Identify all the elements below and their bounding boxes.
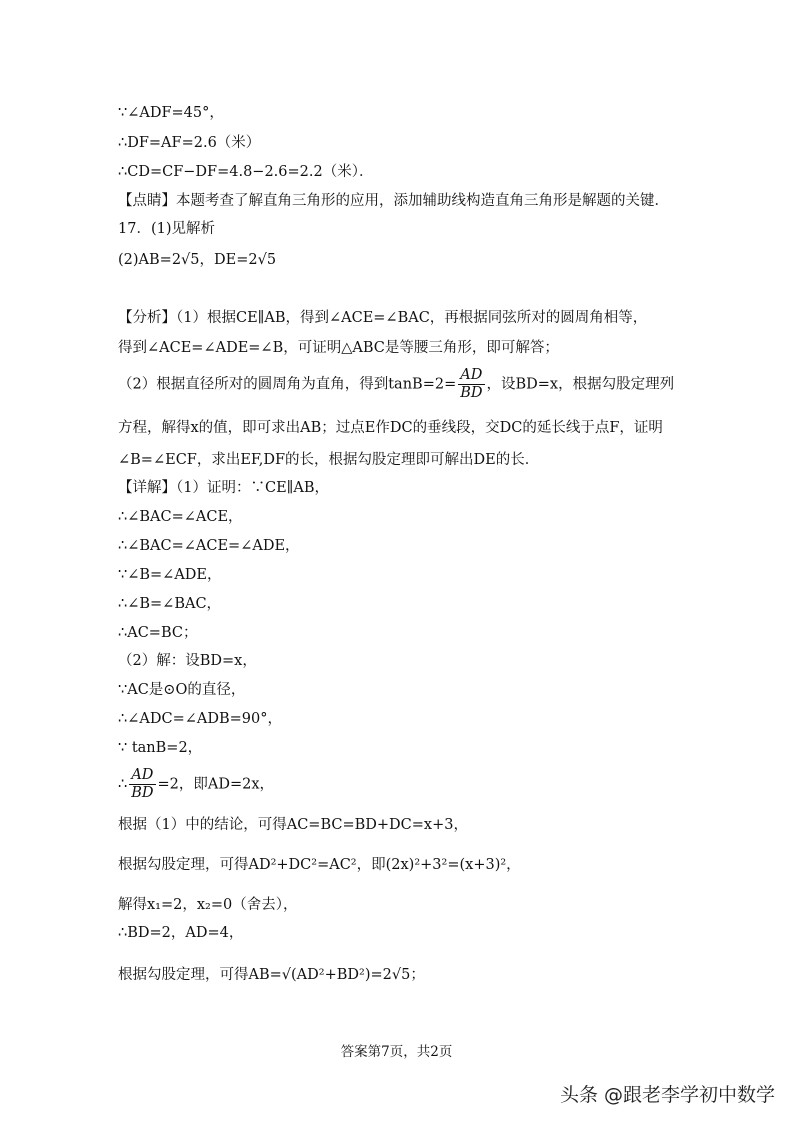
text-line: ∴AC=BC； <box>118 625 198 641</box>
text-line: 根据勾股定理，可得AD²+DC²=AC²，即(2x)²+3²=(x+3)²， <box>118 857 521 873</box>
text-line: 【点睛】本题考查了解直角三角形的应用，添加辅助线构造直角三角形是解题的关键． <box>118 193 669 209</box>
page-footer: 答案第7页，共2页 <box>340 1044 453 1060</box>
text-line: ∴∠BAC=∠ACE， <box>118 509 243 525</box>
text-line: ∴DF=AF=2.6（米） <box>118 135 261 151</box>
text-line: 根据（1）中的结论，可得AC=BC=BD+DC=x+3， <box>118 817 468 833</box>
text-line: （2）解：设BD=x， <box>118 653 257 669</box>
text-line: ∵∠B=∠ADE， <box>118 567 222 583</box>
text: =2，即AD=2x， <box>157 776 275 793</box>
text: ，设BD=x，根据勾股定理列 <box>486 376 675 393</box>
denominator: BD <box>131 785 154 801</box>
text-line: ∵ tanB=2， <box>118 740 203 756</box>
text-line: ∵∠ADF=45°， <box>118 105 224 121</box>
text-line: 解得x₁=2，x₂=0（舍去）， <box>118 897 298 913</box>
text-line: ∴∠B=∠BAC， <box>118 596 222 612</box>
text-line: ∴∠ADC=∠ADB=90°， <box>118 711 282 727</box>
watermark: 头条 @跟老李学初中数学 <box>559 1084 775 1106</box>
text: （2）根据直径所对的圆周角为直角，得到tanB=2= <box>118 376 457 393</box>
text-line: (2)AB=2√5，DE=2√5 <box>118 252 277 268</box>
numerator: AD <box>458 367 484 385</box>
text-line: 方程，解得x的值，即可求出AB；过点E作DC的垂线段，交DC的延长线于点F，证明 <box>118 420 663 436</box>
text-line: ∴∠BAC=∠ACE=∠ADE， <box>118 538 300 554</box>
text-line: ∠B=∠ECF，求出EF,DF的长，根据勾股定理即可解出DE的长． <box>118 452 540 468</box>
text-line: 【详解】（1）证明：∵CE∥AB， <box>118 480 329 496</box>
text-line: ∴BD=2，AD=4， <box>118 925 244 941</box>
text-line: ∵AC是⊙O的直径， <box>118 682 246 698</box>
fraction <box>458 367 484 402</box>
denominator: BD <box>460 385 483 401</box>
numerator: AD <box>129 767 155 785</box>
text-line: 17．(1)见解析 <box>118 221 215 237</box>
text: ∴ <box>118 776 128 793</box>
text-line: 得到∠ACE=∠ADE=∠B，可证明△ABC是等腰三角形，即可解答； <box>118 340 559 356</box>
text-line: ∴CD=CF−DF=4.8−2.6=2.2（米）． <box>118 164 374 180</box>
fraction-line <box>118 367 674 402</box>
text-line: 根据勾股定理，可得AB=√(AD²+BD²)=2√5； <box>118 967 425 983</box>
text-line: 【分析】（1）根据CE∥AB，得到∠ACE=∠BAC，再根据同弦所对的圆周角相等， <box>118 310 648 326</box>
fraction <box>129 767 155 802</box>
fraction-line <box>118 767 274 802</box>
